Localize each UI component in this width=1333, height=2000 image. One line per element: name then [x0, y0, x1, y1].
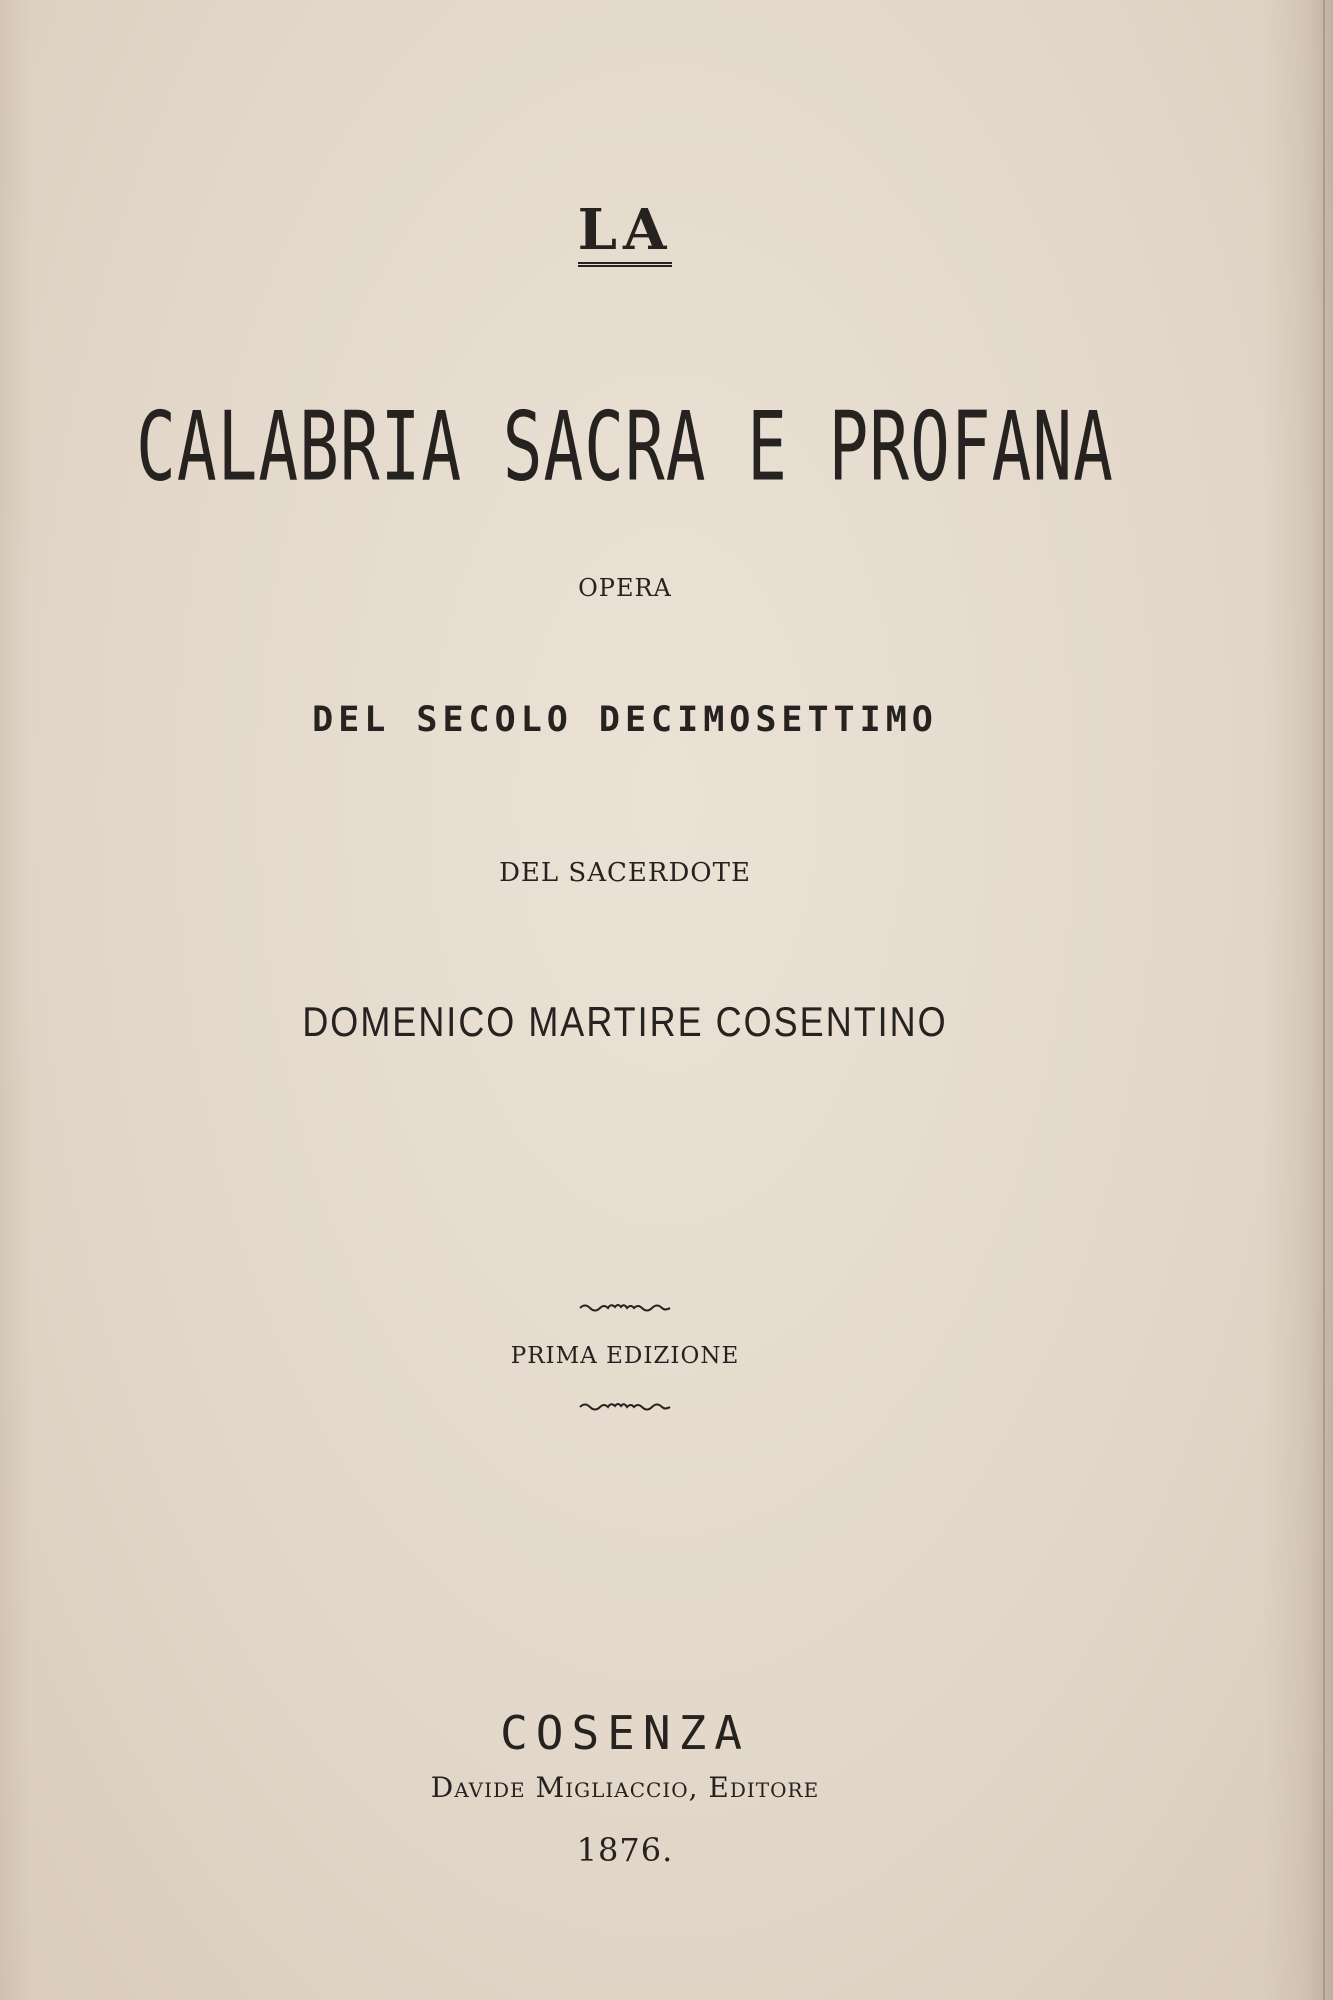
author-name: DOMENICO MARTIRE COSENTINO — [302, 998, 948, 1046]
subtitle-century: DEL SECOLO DECIMOSETTIMO — [312, 700, 938, 740]
book-title: CALABRIA SACRA E PROFANA — [136, 391, 1114, 503]
subtitle-priest: DEL SACERDOTE — [499, 858, 751, 888]
title-article-text: LA — [578, 200, 673, 267]
edition-label: PRIMA EDIZIONE — [510, 1343, 740, 1369]
publisher-name: Davide Migliaccio, Editore — [430, 1771, 820, 1804]
ornament-top-icon — [578, 1299, 672, 1315]
publication-year: 1876. — [576, 1831, 674, 1869]
page-edge-line — [1323, 0, 1325, 2000]
ornament-bottom-icon — [578, 1398, 672, 1414]
title-article — [0, 197, 1250, 267]
subtitle-opera: OPERA — [578, 574, 672, 602]
publication-place: COSENZA — [500, 1706, 750, 1760]
